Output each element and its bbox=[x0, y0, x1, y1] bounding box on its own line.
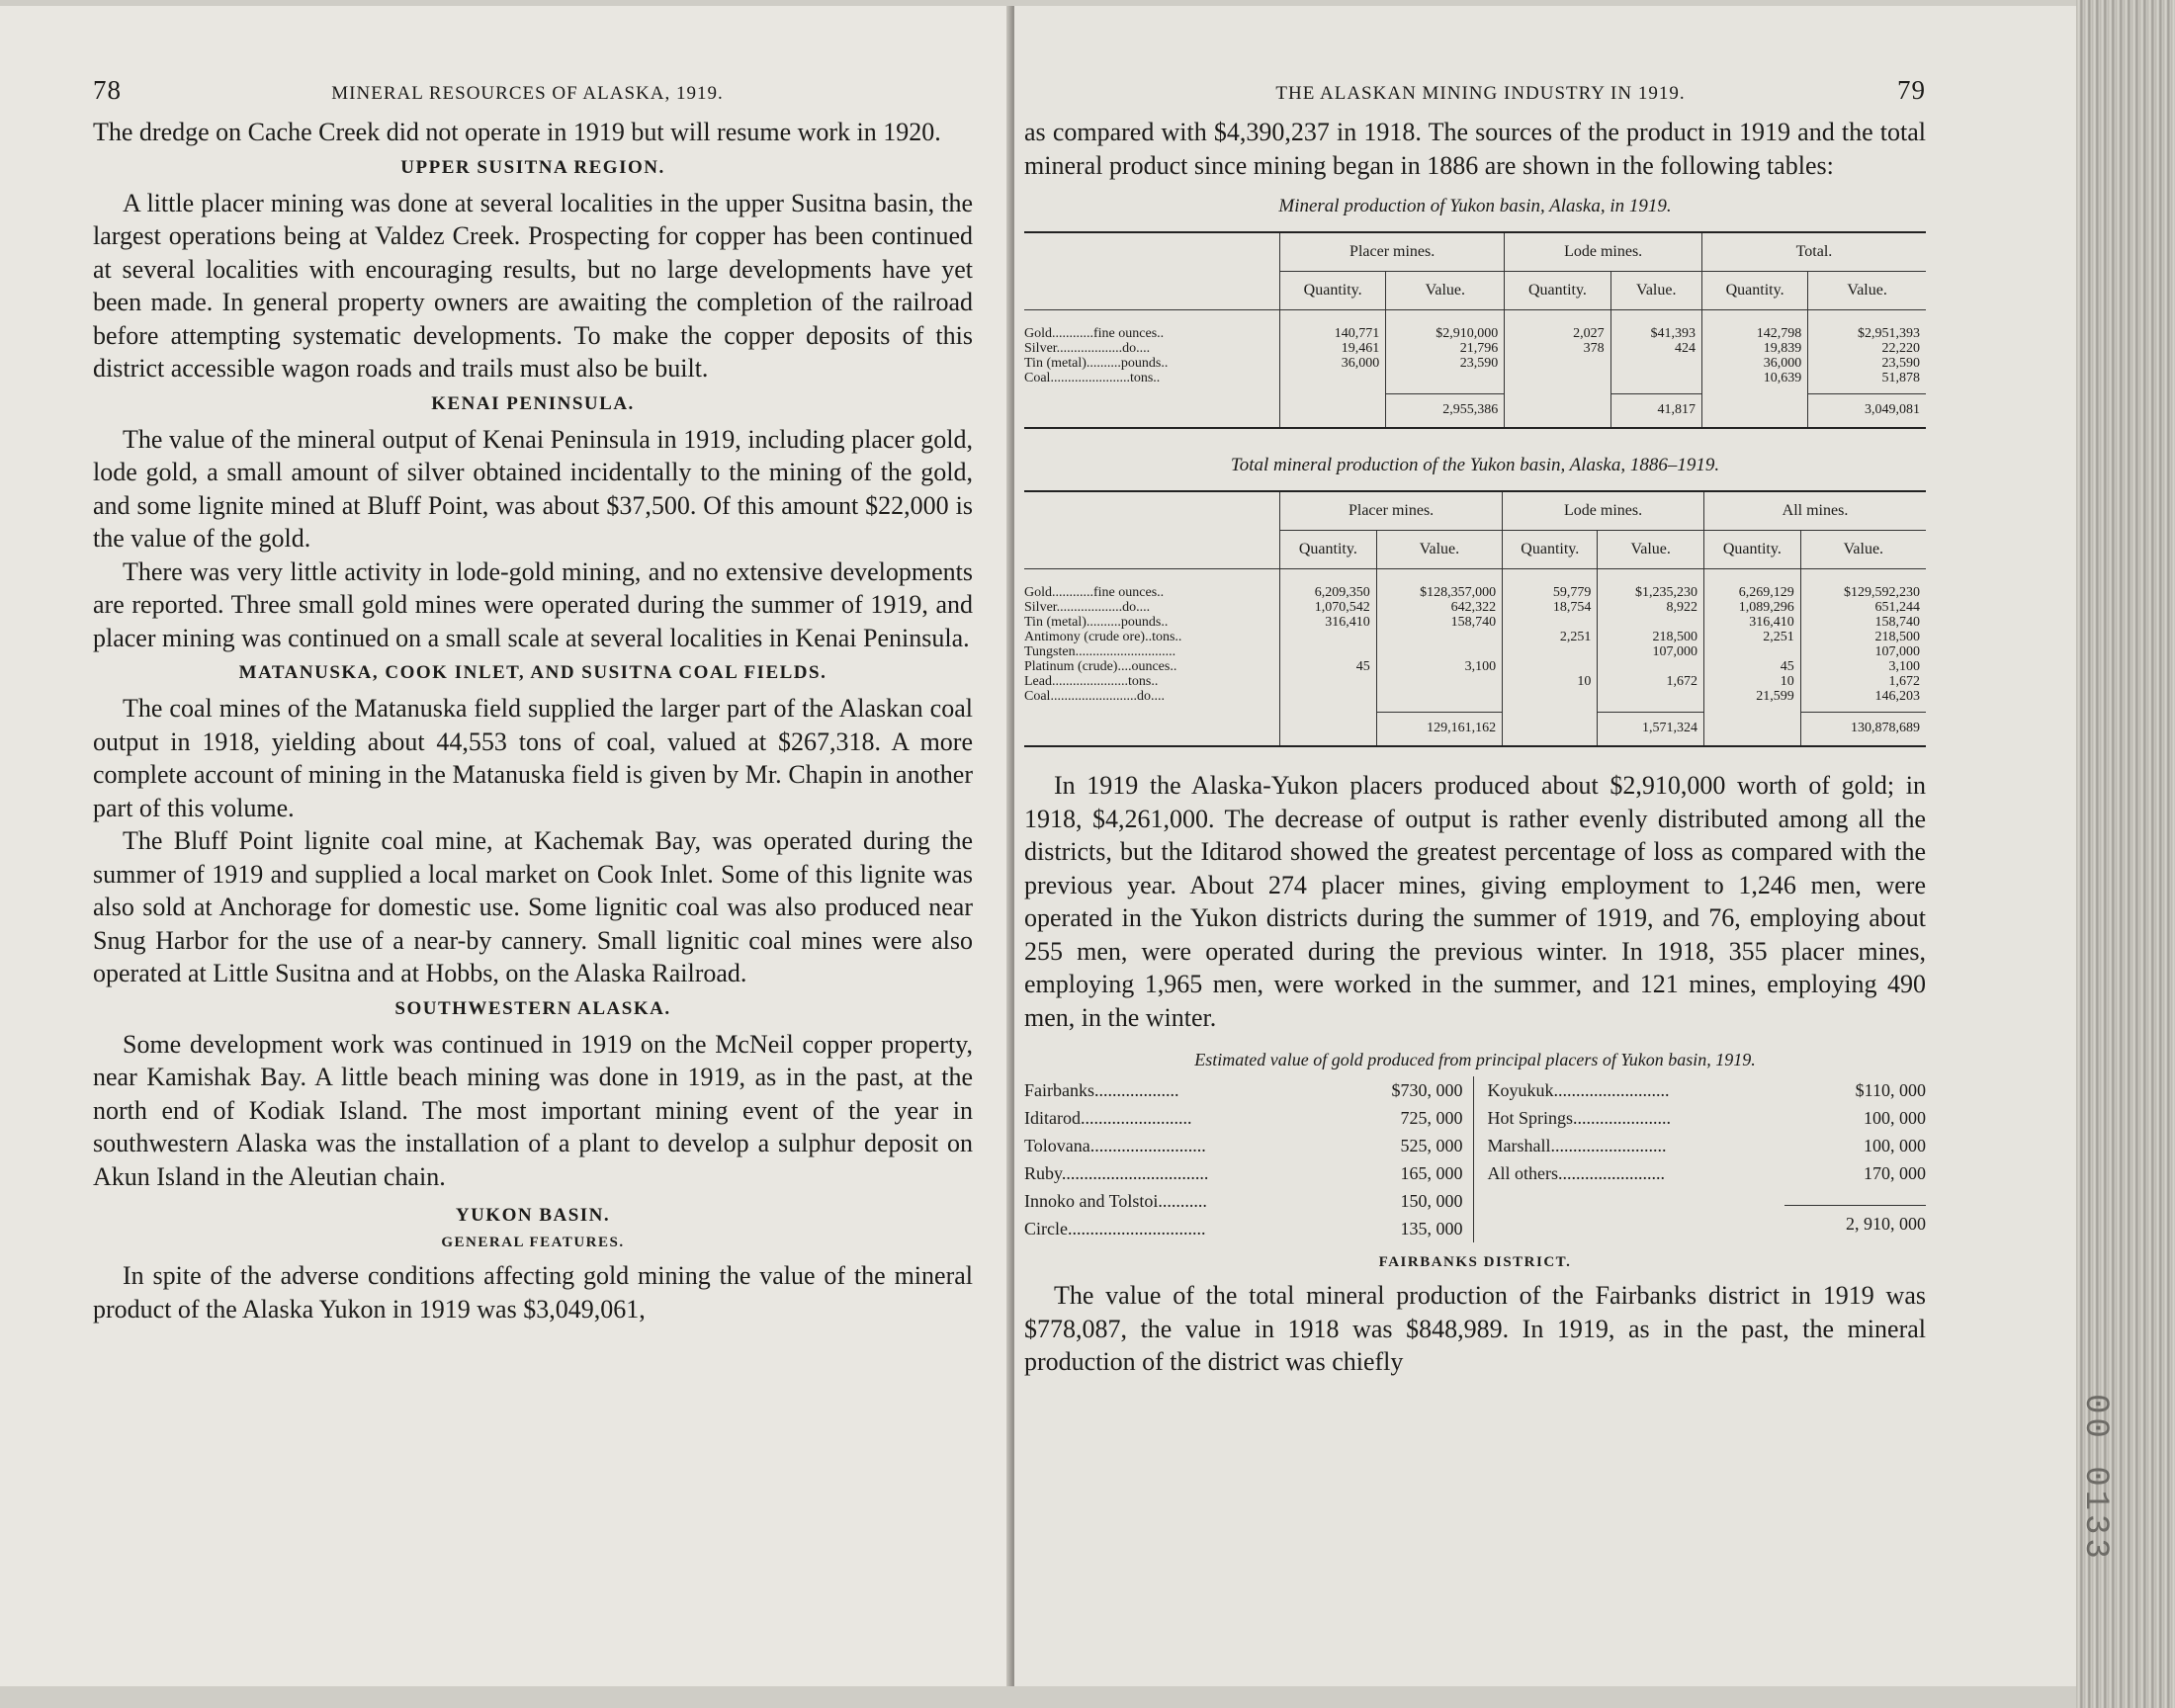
table-cell bbox=[1376, 674, 1502, 689]
table-yukon-1886-1919 bbox=[1024, 490, 1926, 747]
table-cell: 146,203 bbox=[1800, 689, 1926, 713]
table-cell: 642,322 bbox=[1376, 600, 1502, 615]
list-item bbox=[1488, 1076, 1927, 1104]
paragraph: The Bluff Point lignite coal mine, at Kachemak Bay, was operated during the summer of 1919 and supplied a local market on Cook Inlet. Some of this lignite was also sold at Anchorage for domestic use. Some lignitic coal was also produced near Snug Harbor for the use of a near-by cannery. Small lignitic coal mines were also operated at Little Susitna and at Hobbs, on the Alaska Railroad. bbox=[93, 826, 973, 987]
table-cell: 3,100 bbox=[1800, 659, 1926, 674]
table-cell bbox=[1503, 689, 1598, 713]
paragraph: There was very little activity in lode-gold mining, and no extensive developments are reported. Three small gold mines were operated during the summer of 1919, and placer mining was continued on a small scale at several localities in Kenai Peninsula. bbox=[93, 556, 973, 652]
table-cell bbox=[1386, 371, 1505, 394]
fairbanks-paragraph: The value of the total mineral production of the Fairbanks district in 1919 was $778,087, the value in 1918 was $848,989. In 1919, as in the past, the mineral production of the district was chiefly bbox=[1024, 1281, 1926, 1376]
placer-value: 100, 000 bbox=[1864, 1108, 1926, 1128]
total-cell: 41,817 bbox=[1610, 394, 1701, 429]
placer-name: Tolovana.......................... bbox=[1024, 1136, 1206, 1155]
table-cell: 378 bbox=[1505, 341, 1610, 356]
mid-paragraph: In 1919 the Alaska-Yukon placers produced about $2,910,000 worth of gold; in 1918, $4,261,000. The decrease of output is rather evenly distributed among all the districts, but the Iditarod showed the greatest percentage of loss as compared with the previous year. About 274 placer mines, giving employment to 1,246 men, were operated in the Yukon districts during the summer of 1919, and 76, employing about 255 men, were operated during the previous winter. In 1918, 355 placer mines, employing 1,965 men, were worked in the summer, and 121 mines, employing 490 men, in the winter. bbox=[1024, 771, 1926, 1032]
table-cell bbox=[1598, 615, 1704, 630]
table-row bbox=[1024, 600, 1926, 615]
sub-header: Quantity. bbox=[1704, 531, 1801, 569]
paragraph: Some development work was continued in 1919 on the McNeil copper property, near Kamishak Bay. A little beach mining was done in 1919, as in the past, at the north end of Kodiak Island. The most important mining event of the year in southwestern Alaska was the installation of a plant to develop a sulphur deposit on Akun Island in the Aleutian chain. bbox=[93, 1029, 973, 1191]
table-cell bbox=[1280, 371, 1386, 394]
sub-header: Quantity. bbox=[1701, 272, 1807, 310]
table-yukon-1919 bbox=[1024, 231, 1926, 429]
table-cell: 158,740 bbox=[1376, 615, 1502, 630]
list-item bbox=[1488, 1104, 1927, 1132]
sub-header: Quantity. bbox=[1503, 531, 1598, 569]
table-cell: $2,951,393 bbox=[1808, 310, 1926, 342]
group-header: Lode mines. bbox=[1503, 491, 1704, 531]
table-cell: 45 bbox=[1704, 659, 1801, 674]
table-cell: 142,798 bbox=[1701, 310, 1807, 342]
list-item bbox=[1488, 1132, 1927, 1159]
sub-header: Value. bbox=[1598, 531, 1704, 569]
row-label: Silver...................do.... bbox=[1024, 600, 1151, 615]
table-cell: 158,740 bbox=[1800, 615, 1926, 630]
placer-name: Innoko and Tolstoi........... bbox=[1024, 1191, 1207, 1211]
table-cell: 140,771 bbox=[1280, 310, 1386, 342]
table-cell bbox=[1280, 689, 1377, 713]
table-cell: 6,269,129 bbox=[1704, 569, 1801, 601]
placer-name: Ruby................................. bbox=[1024, 1163, 1209, 1183]
total-cell: 2,955,386 bbox=[1386, 394, 1505, 429]
table-cell: 1,672 bbox=[1800, 674, 1926, 689]
row-label: Antimony (crude ore)..tons.. bbox=[1024, 630, 1182, 644]
placer-name: Circle............................... bbox=[1024, 1219, 1206, 1238]
placer-name: Fairbanks................... bbox=[1024, 1080, 1179, 1100]
placer-value: 100, 000 bbox=[1864, 1136, 1926, 1155]
total-row bbox=[1024, 713, 1926, 747]
sub-header: Value. bbox=[1808, 272, 1926, 310]
table-cell: 2,251 bbox=[1503, 630, 1598, 644]
table-cell: 6,209,350 bbox=[1280, 569, 1377, 601]
table-cell: 316,410 bbox=[1280, 615, 1377, 630]
right-page bbox=[1014, 6, 2094, 1686]
list-item bbox=[1024, 1159, 1463, 1187]
section-heading: SOUTHWESTERN ALASKA. bbox=[394, 997, 671, 1019]
table-cell: 36,000 bbox=[1701, 356, 1807, 371]
table-row bbox=[1024, 615, 1926, 630]
placer-name: Hot Springs...................... bbox=[1487, 1108, 1672, 1128]
table-row bbox=[1024, 630, 1926, 644]
gold-left-column bbox=[1024, 1076, 1474, 1242]
section-heading: MATANUSKA, COOK INLET, AND SUSITNA COAL FIELDS. bbox=[238, 662, 827, 683]
row-label: Gold............fine ounces.. bbox=[1024, 585, 1165, 600]
table-row bbox=[1024, 356, 1926, 371]
table-cell: 218,500 bbox=[1800, 630, 1926, 644]
table1-body bbox=[1024, 310, 1926, 429]
table-cell: 21,599 bbox=[1704, 689, 1801, 713]
table-row bbox=[1024, 341, 1926, 356]
table-cell bbox=[1280, 674, 1377, 689]
table-cell: 22,220 bbox=[1808, 341, 1926, 356]
closing-paragraph: In spite of the adverse conditions affecting gold mining the value of the mineral product of the Alaska Yukon in 1919 was $3,049,061, bbox=[93, 1261, 973, 1324]
general-features-heading: GENERAL FEATURES. bbox=[441, 1235, 625, 1250]
list-item bbox=[1024, 1215, 1463, 1242]
gold-placers-table bbox=[1024, 1076, 1926, 1242]
section-heading: UPPER SUSITNA REGION. bbox=[400, 156, 665, 178]
table-cell bbox=[1505, 356, 1610, 371]
placer-value: 525, 000 bbox=[1400, 1136, 1463, 1155]
opening-paragraph: The dredge on Cache Creek did not operate in 1919 but will resume work in 1920. bbox=[93, 118, 941, 146]
table-cell: 3,100 bbox=[1376, 659, 1502, 674]
table-row bbox=[1024, 310, 1926, 342]
list-item bbox=[1024, 1187, 1463, 1215]
table-cell: 316,410 bbox=[1704, 615, 1801, 630]
table-row bbox=[1024, 674, 1926, 689]
table-cell: $2,910,000 bbox=[1386, 310, 1505, 342]
table3-caption: Estimated value of gold produced from principal placers of Yukon basin, 1919. bbox=[1194, 1050, 1756, 1069]
placer-value: $730, 000 bbox=[1391, 1080, 1463, 1100]
table-cell: 19,461 bbox=[1280, 341, 1386, 356]
placer-value: 170, 000 bbox=[1864, 1163, 1926, 1183]
placer-value: 725, 000 bbox=[1400, 1108, 1463, 1128]
archive-stamp: 00 0133 bbox=[2076, 1394, 2114, 1563]
table-cell: 651,244 bbox=[1800, 600, 1926, 615]
table-cell: 18,754 bbox=[1503, 600, 1598, 615]
list-item bbox=[1024, 1132, 1463, 1159]
table-cell: 59,779 bbox=[1503, 569, 1598, 601]
table2-body bbox=[1024, 569, 1926, 747]
row-label: Gold............fine ounces.. bbox=[1024, 326, 1165, 341]
table-cell: $41,393 bbox=[1610, 310, 1701, 342]
total-row bbox=[1024, 394, 1926, 429]
table-row bbox=[1024, 659, 1926, 674]
row-label: Platinum (crude)....ounces.. bbox=[1024, 659, 1177, 674]
group-header: Placer mines. bbox=[1280, 232, 1505, 272]
table-cell: 21,796 bbox=[1386, 341, 1505, 356]
group-header: All mines. bbox=[1704, 491, 1927, 531]
group-header: Total. bbox=[1701, 232, 1926, 272]
table-cell bbox=[1280, 630, 1377, 644]
table-cell bbox=[1376, 630, 1502, 644]
left-running-head bbox=[93, 75, 973, 106]
book-spread bbox=[0, 6, 2094, 1686]
row-label: Tungsten............................. bbox=[1024, 644, 1176, 659]
table-cell bbox=[1503, 644, 1598, 659]
table-cell: 36,000 bbox=[1280, 356, 1386, 371]
left-running-title: MINERAL RESOURCES OF ALASKA, 1919. bbox=[331, 83, 724, 104]
row-label: Coal.........................do.... bbox=[1024, 689, 1165, 704]
table-cell bbox=[1503, 615, 1598, 630]
table-row bbox=[1024, 569, 1926, 601]
row-label: Tin (metal)..........pounds.. bbox=[1024, 356, 1169, 371]
right-running-title: THE ALASKAN MINING INDUSTRY IN 1919. bbox=[1275, 83, 1686, 104]
placer-name: Iditarod......................... bbox=[1024, 1108, 1192, 1128]
table-cell: 8,922 bbox=[1598, 600, 1704, 615]
left-page-number: 78 bbox=[93, 75, 122, 105]
total-cell: 129,161,162 bbox=[1376, 713, 1502, 747]
paragraph: The value of the mineral output of Kenai Peninsula in 1919, including placer gold, lode gold, a small amount of silver obtained incidentally to the mining of the gold, and some lignite mined at Bluff Point, was about $37,500. Of this amount $22,000 is the value of the gold. bbox=[93, 424, 973, 553]
placer-value: 135, 000 bbox=[1400, 1219, 1463, 1238]
table-row bbox=[1024, 371, 1926, 394]
table-cell bbox=[1503, 659, 1598, 674]
table-cell bbox=[1610, 356, 1701, 371]
table-cell: 1,070,542 bbox=[1280, 600, 1377, 615]
table-cell: $129,592,230 bbox=[1800, 569, 1926, 601]
table-cell: 51,878 bbox=[1808, 371, 1926, 394]
table-cell: 23,590 bbox=[1808, 356, 1926, 371]
placer-value: 150, 000 bbox=[1400, 1191, 1463, 1211]
list-item bbox=[1488, 1159, 1927, 1187]
sub-header: Quantity. bbox=[1280, 272, 1386, 310]
right-page-number: 79 bbox=[1896, 75, 1926, 105]
table-cell bbox=[1598, 689, 1704, 713]
right-running-head bbox=[1024, 75, 1926, 106]
table-cell bbox=[1505, 371, 1610, 394]
table-cell: $1,235,230 bbox=[1598, 569, 1704, 601]
list-item bbox=[1024, 1076, 1463, 1104]
left-page bbox=[0, 6, 1012, 1686]
sub-header: Value. bbox=[1376, 531, 1502, 569]
table-cell: 2,027 bbox=[1505, 310, 1610, 342]
placer-name: Marshall.......................... bbox=[1487, 1136, 1667, 1155]
table-cell bbox=[1376, 689, 1502, 713]
table2-caption: Total mineral production of the Yukon basin, Alaska, 1886–1919. bbox=[1230, 455, 1720, 475]
placer-value: 165, 000 bbox=[1400, 1163, 1463, 1183]
table-cell: $128,357,000 bbox=[1376, 569, 1502, 601]
group-header: Placer mines. bbox=[1280, 491, 1503, 531]
total-cell: 1,571,324 bbox=[1598, 713, 1704, 747]
table-cell: 107,000 bbox=[1598, 644, 1704, 659]
table-cell: 1,089,296 bbox=[1704, 600, 1801, 615]
table-cell bbox=[1376, 644, 1502, 659]
list-item bbox=[1024, 1104, 1463, 1132]
table-cell: 424 bbox=[1610, 341, 1701, 356]
placer-name: All others........................ bbox=[1487, 1163, 1665, 1183]
placer-name: Koyukuk.......................... bbox=[1487, 1080, 1670, 1100]
row-label: Silver...................do.... bbox=[1024, 341, 1151, 356]
paragraph: The coal mines of the Matanuska field supplied the larger part of the Alaskan coal output in 1918, yielding about 44,553 tons of coal, valued at $267,318. A more complete account of mining in the Matanuska field is given by Mr. Chapin in another part of this volume. bbox=[93, 694, 973, 822]
table-row bbox=[1024, 644, 1926, 659]
table-cell: 45 bbox=[1280, 659, 1377, 674]
placer-value: $110, 000 bbox=[1855, 1080, 1926, 1100]
total-cell: 3,049,081 bbox=[1808, 394, 1926, 429]
table-cell bbox=[1704, 644, 1801, 659]
paragraph: A little placer mining was done at several localities in the upper Susitna basin, the largest operations being at Valdez Creek. Prospecting for copper has been continued at several localities with encouraging results, but no large developments have yet been made. In general property owners are awaiting the completion of the railroad before attempting systematic developments. To make the copper deposits of this district accessible wagon roads and trails must also be built. bbox=[93, 188, 973, 383]
sub-header: Value. bbox=[1800, 531, 1926, 569]
total-cell: 130,878,689 bbox=[1800, 713, 1926, 747]
fairbanks-heading: FAIRBANKS DISTRICT. bbox=[1378, 1254, 1572, 1270]
table-cell bbox=[1598, 659, 1704, 674]
table-cell: 10 bbox=[1704, 674, 1801, 689]
sub-header: Value. bbox=[1386, 272, 1505, 310]
yukon-heading: YUKON BASIN. bbox=[455, 1205, 611, 1226]
row-label: Tin (metal)..........pounds.. bbox=[1024, 615, 1169, 630]
sub-header: Value. bbox=[1610, 272, 1701, 310]
gold-right-column bbox=[1474, 1076, 1927, 1242]
table-cell: 107,000 bbox=[1800, 644, 1926, 659]
table-cell: 1,672 bbox=[1598, 674, 1704, 689]
row-label: Coal.......................tons.. bbox=[1024, 371, 1161, 385]
table-cell bbox=[1610, 371, 1701, 394]
table-cell: 10,639 bbox=[1701, 371, 1807, 394]
table1-caption: Mineral production of Yukon basin, Alaska, in 1919. bbox=[1278, 196, 1672, 216]
group-header: Lode mines. bbox=[1505, 232, 1702, 272]
table-cell: 10 bbox=[1503, 674, 1598, 689]
table-row bbox=[1024, 689, 1926, 713]
table-cell: 19,839 bbox=[1701, 341, 1807, 356]
row-label: Lead......................tons.. bbox=[1024, 674, 1159, 689]
sub-header: Quantity. bbox=[1280, 531, 1377, 569]
intro-paragraph: as compared with $4,390,237 in 1918. The sources of the product in 1919 and the total mineral product since mining began in 1886 are shown in the following tables: bbox=[1024, 118, 1926, 180]
table-cell: 2,251 bbox=[1704, 630, 1801, 644]
section-heading: KENAI PENINSULA. bbox=[431, 392, 635, 414]
table-cell: 218,500 bbox=[1598, 630, 1704, 644]
sub-header: Quantity. bbox=[1505, 272, 1610, 310]
gold-total: 2, 910, 000 bbox=[1784, 1205, 1927, 1238]
table-cell: 23,590 bbox=[1386, 356, 1505, 371]
table-cell bbox=[1280, 644, 1377, 659]
